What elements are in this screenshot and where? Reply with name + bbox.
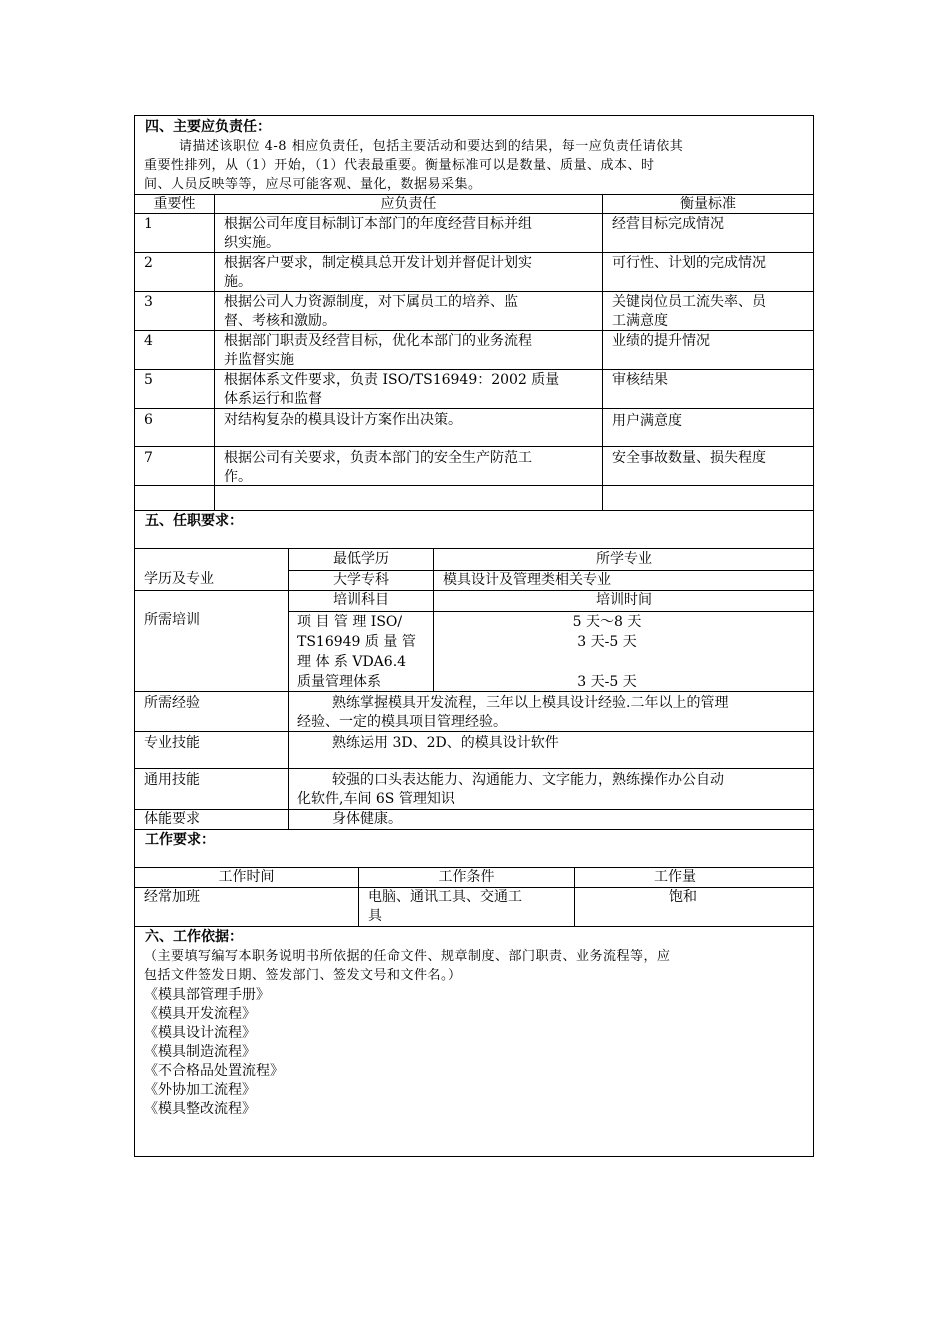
divider (134, 829, 814, 830)
training-subject: TS16949 质 量 管 (297, 634, 416, 650)
major-header: 所学专业 (596, 551, 652, 567)
section4-title: 四、主要应负责任： (145, 119, 271, 135)
row-measure: 安全事故数量、损失程度 (612, 450, 766, 466)
training-subject: 项 目 管 理 ISO/ (297, 614, 403, 630)
section4-description: 请描述该职位 4-8 相应负责任，包括主要活动和要达到的结果，每一应负责任请依其 (179, 139, 684, 154)
professional-skill-value: 熟练运用 3D、2D、的模具设计软件 (332, 735, 559, 751)
training-subject: 理 体 系 VDA6.4 (297, 654, 407, 670)
work-requirements-title: 工作要求： (145, 832, 215, 848)
work-condition-header: 工作条件 (438, 869, 495, 885)
divider (134, 510, 814, 511)
row-importance: 1 (144, 216, 153, 232)
experience-value: 熟练掌握模具开发流程，三年以上模具设计经验.二年以上的管理 (332, 695, 729, 711)
row-responsibility: 并监督实施 (224, 352, 294, 368)
work-condition-value: 具 (368, 908, 382, 924)
training-time: 5 天～8 天 (572, 614, 642, 630)
row-responsibility: 根据公司人力资源制度，对下属员工的培养、监 (224, 294, 518, 310)
row-measure: 审核结果 (612, 372, 668, 388)
header-measure: 衡量标准 (680, 196, 736, 212)
section4-description: 间、人员反映等等，应尽可能客观、量化，数据易采集。 (144, 177, 482, 192)
general-skill-value: 化软件,车间 6S 管理知识 (297, 791, 455, 807)
row-measure: 可行性、计划的完成情况 (612, 255, 766, 271)
row-responsibility: 体系运行和监督 (224, 391, 322, 407)
experience-label: 所需经验 (144, 695, 200, 711)
reference-document: 《模具部管理手册》 (144, 987, 270, 1003)
training-time-header: 培训时间 (596, 592, 652, 608)
workload-value: 饱和 (669, 889, 697, 905)
training-label: 所需培训 (144, 612, 200, 628)
general-skill-label: 通用技能 (144, 772, 200, 788)
physical-label: 体能要求 (144, 811, 200, 827)
row-importance: 6 (144, 412, 153, 428)
header-responsibility: 应负责任 (380, 196, 437, 212)
row-responsibility: 作。 (224, 469, 252, 485)
divider (214, 194, 215, 510)
reference-document: 《外协加工流程》 (144, 1082, 256, 1098)
section4-description: 重要性排列，从（1）开始，（1）代表最重要。衡量标准可以是数量、质量、成本、时 (144, 158, 655, 173)
min-education-value: 大学专科 (333, 572, 389, 588)
section6-description: （主要填写编写本职务说明书所依据的任命文件、规章制度、部门职责、业务流程等，应 (144, 949, 671, 964)
row-measure: 工满意度 (612, 313, 668, 329)
training-subject: 质量管理体系 (297, 674, 381, 690)
general-skill-value: 较强的口头表达能力、沟通能力、文字能力，熟练操作办公自动 (332, 772, 724, 788)
header-importance: 重要性 (153, 196, 196, 212)
row-importance: 3 (144, 294, 153, 310)
row-importance: 7 (144, 450, 153, 466)
training-subject-header: 培训科目 (333, 592, 389, 608)
row-responsibility: 根据部门职责及经营目标，优化本部门的业务流程 (224, 333, 532, 349)
work-time-header: 工作时间 (218, 869, 275, 885)
row-measure: 经营目标完成情况 (612, 216, 724, 232)
divider (602, 194, 603, 510)
divider (134, 548, 814, 549)
divider (134, 768, 814, 769)
row-importance: 5 (144, 372, 153, 388)
professional-skill-label: 专业技能 (144, 735, 200, 751)
training-time: 3 天-5 天 (577, 674, 637, 690)
row-importance: 2 (144, 255, 153, 271)
divider (134, 809, 814, 810)
divider (134, 926, 814, 927)
reference-document: 《不合格品处置流程》 (144, 1063, 284, 1079)
row-responsibility: 织实施。 (224, 235, 280, 251)
reference-document: 《模具开发流程》 (144, 1006, 256, 1022)
row-responsibility: 督、考核和激励。 (224, 313, 336, 329)
row-importance: 4 (144, 333, 153, 349)
section6-title: 六、工作依据： (145, 929, 243, 945)
section6-description: 包括文件签发日期、签发部门、签发文号和文件名。） (144, 968, 462, 983)
row-measure: 关键岗位员工流失率、员 (612, 294, 766, 310)
education-label: 学历及专业 (144, 571, 214, 587)
min-education-header: 最低学历 (333, 551, 389, 567)
training-time: 3 天-5 天 (577, 634, 637, 650)
reference-document: 《模具整改流程》 (144, 1101, 256, 1117)
section5-title: 五、任职要求： (145, 513, 243, 529)
row-responsibility: 施。 (224, 274, 252, 290)
work-condition-value: 电脑、通讯工具、交通工 (368, 889, 522, 905)
physical-value: 身体健康。 (332, 811, 402, 827)
divider (288, 611, 814, 612)
row-measure: 用户满意度 (612, 413, 682, 429)
experience-value: 经验、一定的模具项目管理经验。 (297, 714, 507, 730)
major-value: 模具设计及管理类相关专业 (443, 572, 611, 588)
row-responsibility: 根据公司有关要求，负责本部门的安全生产防范工 (224, 450, 532, 466)
row-responsibility: 根据体系文件要求，负责 ISO/TS16949：2002 质量 (224, 372, 560, 388)
row-responsibility: 对结构复杂的模具设计方案作出决策。 (224, 412, 462, 428)
row-responsibility: 根据公司年度目标制订本部门的年度经营目标并组 (224, 216, 532, 232)
row-responsibility: 根据客户要求，制定模具总开发计划并督促计划实 (224, 255, 532, 271)
row-measure: 业绩的提升情况 (612, 333, 710, 349)
reference-document: 《模具制造流程》 (144, 1044, 256, 1060)
work-time-value: 经常加班 (144, 889, 200, 905)
reference-document: 《模具设计流程》 (144, 1025, 256, 1041)
workload-header: 工作量 (654, 869, 696, 885)
divider (134, 446, 814, 447)
